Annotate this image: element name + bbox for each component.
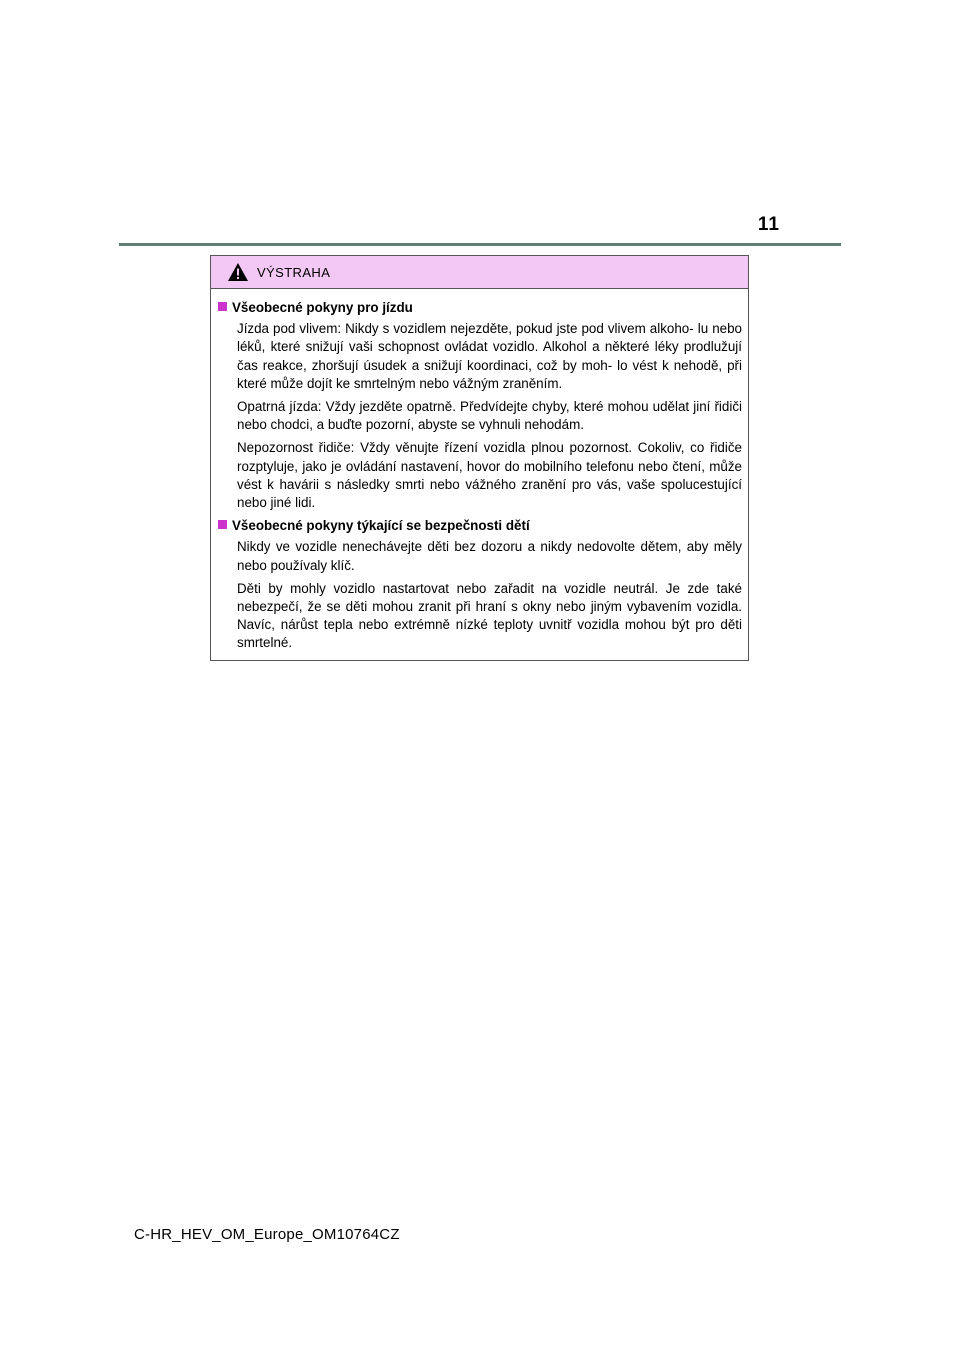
warning-body — [211, 289, 748, 653]
warning-triangle-icon — [227, 262, 249, 282]
section-heading — [218, 517, 742, 535]
paragraph: Nikdy ve vozidle nenechávejte děti bez dozoru a nikdy nedovolte dětem, aby měly nebo používaly klíč. — [237, 539, 742, 573]
section-heading — [218, 299, 742, 317]
warning-header — [211, 256, 748, 289]
section-heading-text: Všeobecné pokyny týkající se bezpečnosti dětí — [232, 518, 530, 534]
warning-section — [218, 517, 742, 652]
document-code: C-HR_HEV_OM_Europe_OM10764CZ — [134, 1226, 400, 1243]
warning-section — [218, 299, 742, 512]
paragraph: Děti by mohly vozidlo nastartovat nebo zařadit na vozidle neutrál. Je zde také nebezpečí, že se děti mohou zranit při hraní s okny nebo jiným vybavením vozidla. Navíc, nárůst tepla nebo extrémně nízké teploty uvnitř vozidla mohou být pro děti smrtelné. — [237, 580, 742, 651]
header-rule — [119, 243, 841, 246]
paragraph: Opatrná jízda: Vždy jezděte opatrně. Předvídejte chyby, které mohou udělat jiní řidiči nebo chodci, a buďte pozorní, abyste se vyhnuli nehodám. — [237, 399, 742, 433]
square-bullet-icon — [218, 520, 227, 529]
warning-box — [210, 255, 749, 661]
page-number: 11 — [757, 214, 780, 235]
paragraph: Nepozornost řidiče: Vždy věnujte řízení vozidla plnou pozornost. Cokoliv, co řidiče rozptyluje, jako je ovládání nastavení, hovor do mobilního telefonu nebo čtení, může vést k havárii s následky smrti nebo vážného zranění pro vás, vaše spolucestující nebo jiné lidi. — [237, 440, 742, 511]
warning-title: VÝSTRAHA — [257, 264, 331, 280]
paragraph: Jízda pod vlivem: Nikdy s vozidlem nejezděte, pokud jste pod vlivem alkoho- lu nebo léků, které snižují vaši schopnost ovládat vozidlo. Alkohol a některé léky prodlužují čas reakce, zhoršují úsudek a snižují koordinaci, což by moh- lo vést k nehodě, při které může dojít ke smrtelným nebo vážným zraněním. — [237, 321, 742, 391]
square-bullet-icon — [218, 302, 227, 311]
section-heading-text: Všeobecné pokyny pro jízdu — [232, 300, 413, 315]
